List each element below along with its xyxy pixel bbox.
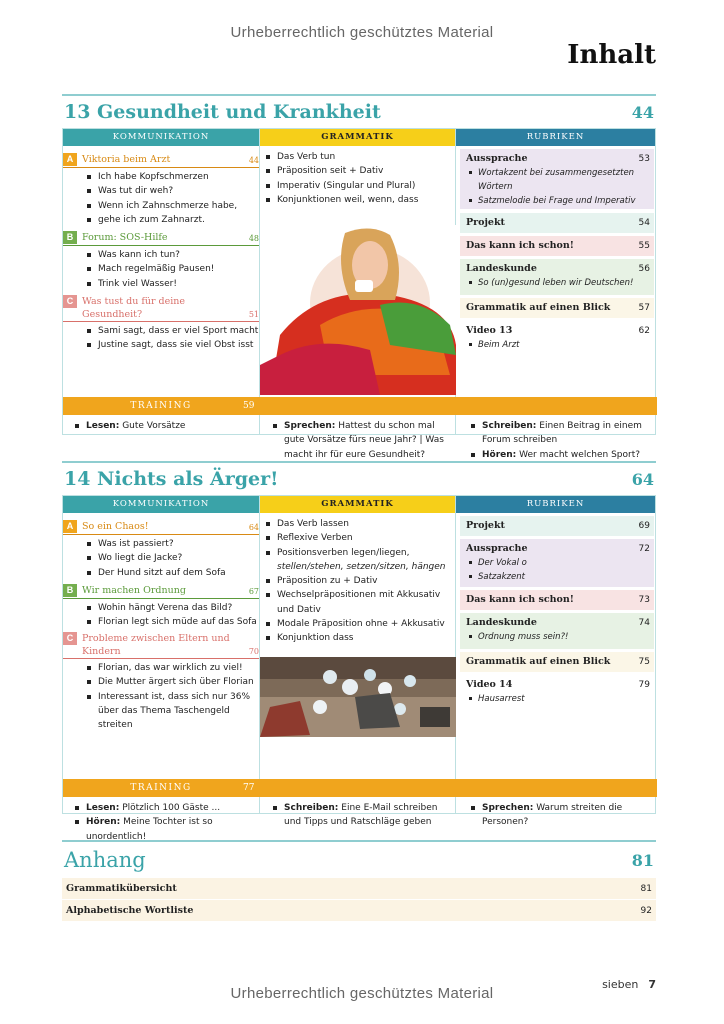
rubrik-sub: Der Vokal o: [468, 556, 650, 570]
list-item: Wenn ich Zahnschmerze habe,: [85, 199, 259, 213]
section-letter: A: [63, 153, 77, 166]
rubrik-sub: Satzakzent: [468, 570, 650, 584]
rubrik-page: 56: [638, 264, 650, 274]
rubrik-kann-ich: [460, 590, 654, 610]
rubriken-column: [456, 129, 655, 434]
list-item: Was kann ich tun?: [85, 248, 259, 262]
rubrik-title: Video 13: [466, 325, 513, 336]
list-item: Trink viel Wasser!: [85, 277, 259, 291]
section-a: [63, 520, 259, 580]
rubrik-page: 53: [638, 154, 650, 164]
training-item: Lesen: Plötzlich 100 Gäste ...: [75, 801, 253, 815]
section-a: [63, 153, 259, 227]
kommunikation-caption: KOMMUNIKATION: [63, 129, 259, 146]
unit-title: 13 Gesundheit und Krankheit: [64, 101, 381, 123]
grammatik-caption: GRAMMATIK: [260, 496, 455, 513]
section-page: 44: [248, 156, 259, 165]
rubrik-aussprache: [460, 539, 654, 587]
rubrik-title: Projekt: [466, 520, 505, 531]
rubrik-title: Landeskunde: [466, 617, 537, 628]
rubrik-sub: Satzmelodie bei Frage und Imperativ: [468, 194, 650, 208]
list-item: Was tut dir weh?: [85, 184, 259, 198]
training-content: [63, 415, 657, 462]
watermark-bottom: Urheberrechtlich geschütztes Material: [230, 985, 494, 1002]
list-item: Die Mutter ärgert sich über Florian: [85, 675, 259, 689]
list-item: Der Hund sitzt auf dem Sofa: [85, 566, 259, 580]
training-content: [63, 797, 657, 844]
rubrik-sub: So (un)gesund leben wir Deutschen!: [468, 276, 650, 290]
rubrik-title: Grammatik auf einen Blick: [466, 302, 611, 313]
unit-14-header: [62, 461, 656, 495]
list-item: Wo liegt die Jacke?: [85, 551, 259, 565]
list-item: Justine sagt, dass sie viel Obst isst: [85, 338, 259, 352]
grammar-item: stellen/stehen, setzen/sitzen, hängen: [277, 561, 446, 572]
rubrik-title: Aussprache: [466, 153, 528, 164]
list-item: Wohin hängt Verena das Bild?: [85, 601, 259, 615]
training-item: Sprechen: Warum streiten die Personen?: [471, 801, 649, 830]
kommunikation-caption: KOMMUNIKATION: [63, 496, 259, 513]
anhang-row: Alphabetische Wortliste 92: [62, 900, 656, 922]
section-page: 48: [248, 234, 259, 243]
footer-word: sieben: [602, 978, 639, 991]
rubrik-sub: Hausarrest: [468, 692, 650, 706]
footer-page: 7: [648, 978, 656, 991]
rubrik-title: Projekt: [466, 217, 505, 228]
section-title: Forum: SOS-Hilfe: [82, 232, 168, 243]
section-title: Probleme zwischen Eltern und Kindern: [82, 633, 230, 657]
section-c: [63, 295, 259, 353]
rubrik-title: Das kann ich schon!: [466, 594, 574, 605]
list-item: Interessant ist, dass sich nur 36%: [85, 690, 259, 704]
grammar-item: Das Verb tun: [264, 150, 451, 164]
list-item: Florian, das war wirklich zu viel!: [85, 661, 259, 675]
list-item: Was ist passiert?: [85, 537, 259, 551]
training-label: TRAINING: [130, 401, 192, 411]
rubriken-caption: RUBRIKEN: [456, 129, 655, 146]
training-item: Schreiben: Einen Beitrag in einem Forum schreiben: [471, 419, 649, 448]
anhang-section: [62, 840, 656, 922]
rubrik-projekt: [460, 516, 654, 536]
rubrik-page: 74: [638, 618, 650, 628]
training-bar: [63, 779, 657, 797]
training-item: Schreiben: Eine E-Mail schreiben und Tipps und Ratschläge geben: [273, 801, 451, 830]
list-item: Mach regelmäßig Pausen!: [85, 262, 259, 276]
section-title: Viktoria beim Arzt: [82, 154, 171, 165]
list-item: über das Thema Taschengeld: [98, 705, 230, 716]
training-item: Lesen: Gute Vorsätze: [75, 419, 253, 433]
section-c: [63, 632, 259, 732]
rubrik-video: [460, 321, 654, 357]
rubrik-sub: Beim Arzt: [468, 338, 650, 352]
section-page: 51: [248, 310, 259, 319]
section-letter: C: [63, 295, 77, 308]
grammatik-column: [260, 129, 456, 434]
training-item: Hören: Wer macht welchen Sport?: [471, 448, 649, 462]
rubrik-page: 62: [638, 326, 650, 336]
section-letter: B: [63, 231, 77, 244]
section-letter: C: [63, 632, 77, 645]
rubrik-grammatik-blick: [460, 652, 654, 672]
section-title: Wir machen Ordnung: [82, 585, 186, 596]
rubrik-page: 69: [638, 521, 650, 531]
page-title: Inhalt: [567, 40, 656, 70]
unit-13-table: [62, 128, 656, 460]
section-letter: A: [63, 520, 77, 533]
rubrik-title: Aussprache: [466, 543, 528, 554]
rubrik-title: Video 14: [466, 679, 513, 690]
rubrik-grammatik-blick: [460, 298, 654, 318]
list-item: Ich habe Kopfschmerzen: [85, 170, 259, 184]
section-title: So ein Chaos!: [82, 521, 149, 532]
section-title: Was tust du für deine Gesundheit?: [82, 296, 186, 320]
grammar-item: Konjunktion dass: [264, 631, 451, 645]
rubrik-page: 57: [638, 303, 650, 313]
section-page: 67: [248, 587, 259, 596]
grammar-item: Konjunktionen weil, wenn, dass: [264, 193, 451, 207]
rubrik-title: Das kann ich schon!: [466, 240, 574, 251]
list-item: Florian legt sich müde auf das Sofa: [85, 615, 259, 629]
rubrik-title: Landeskunde: [466, 263, 537, 274]
rubrik-page: 72: [638, 544, 650, 554]
unit-page: 64: [631, 469, 654, 489]
section-page: 70: [248, 647, 259, 656]
section-letter: B: [63, 584, 77, 597]
anhang-page: 81: [631, 850, 654, 870]
grammar-item: Positionsverben legen/liegen,: [264, 546, 451, 560]
rubriken-caption: RUBRIKEN: [456, 496, 655, 513]
rubrik-sub: Ordnung muss sein?!: [468, 630, 650, 644]
unit-title: 14 Nichts als Ärger!: [64, 468, 279, 490]
rubrik-page: 73: [638, 595, 650, 605]
unit-13: [62, 94, 656, 460]
rubrik-kann-ich: [460, 236, 654, 256]
rubrik-landeskunde: [460, 259, 654, 295]
messy-room-photo: [260, 657, 456, 737]
kommunikation-column: [63, 129, 260, 434]
rubrik-title: Grammatik auf einen Blick: [466, 656, 611, 667]
section-page: 64: [248, 523, 259, 532]
training-item: Sprechen: Hattest du schon mal gute Vorsätze fürs neue Jahr? | Was macht ihr für eure Gesundheit?: [273, 419, 451, 462]
grammar-item: Präposition zu + Dativ: [264, 574, 451, 588]
training-bar: [63, 397, 657, 415]
grammar-item: Präposition seit + Dativ: [264, 164, 451, 178]
section-b: [63, 231, 259, 291]
list-item: Sami sagt, dass er viel Sport macht: [85, 324, 259, 338]
unit-13-header: [62, 94, 656, 128]
training-page: 77: [243, 783, 255, 793]
rubrik-page: 55: [638, 241, 650, 251]
unit-14: [62, 461, 656, 842]
training-page: 59: [243, 401, 255, 411]
rubrik-sub: Wortakzent bei zusammengesetzten Wörtern: [468, 166, 650, 194]
rubrik-page: 54: [638, 218, 650, 228]
training-label: TRAINING: [130, 783, 192, 793]
training-item: Hören: Meine Tochter ist so unordentlich!: [75, 815, 253, 844]
unit-14-table: [62, 495, 656, 842]
list-item: streiten: [98, 720, 133, 731]
anhang-header: [62, 840, 656, 878]
anhang-row: Grammatikübersicht 81: [62, 878, 656, 900]
anhang-title: Anhang: [64, 848, 146, 872]
rubrik-page: 79: [638, 680, 650, 690]
grammatik-caption: GRAMMATIK: [260, 129, 455, 146]
unit-page: 44: [631, 102, 654, 122]
rubrik-projekt: [460, 213, 654, 233]
kommunikation-column: [63, 496, 260, 813]
rubrik-video: [460, 675, 654, 711]
grammar-item: und Dativ: [277, 604, 321, 615]
grammar-item: Reflexive Verben: [264, 531, 451, 545]
section-b: [63, 584, 259, 630]
rubrik-aussprache: [460, 149, 654, 209]
grammar-item: Wechselpräpositionen mit Akkusativ: [264, 588, 451, 602]
grammar-item: Das Verb lassen: [264, 517, 451, 531]
grammatik-column: [260, 496, 456, 813]
rubriken-column: [456, 496, 655, 813]
rubrik-landeskunde: [460, 613, 654, 649]
list-item: gehe ich zum Zahnarzt.: [85, 213, 259, 227]
grammar-item: Modale Präposition ohne + Akkusativ: [264, 617, 451, 631]
watermark-top: Urheberrechtlich geschütztes Material: [230, 24, 494, 41]
rubrik-page: 75: [638, 657, 650, 667]
grammar-item: Imperativ (Singular und Plural): [264, 179, 451, 193]
sick-girl-photo: [260, 225, 456, 395]
